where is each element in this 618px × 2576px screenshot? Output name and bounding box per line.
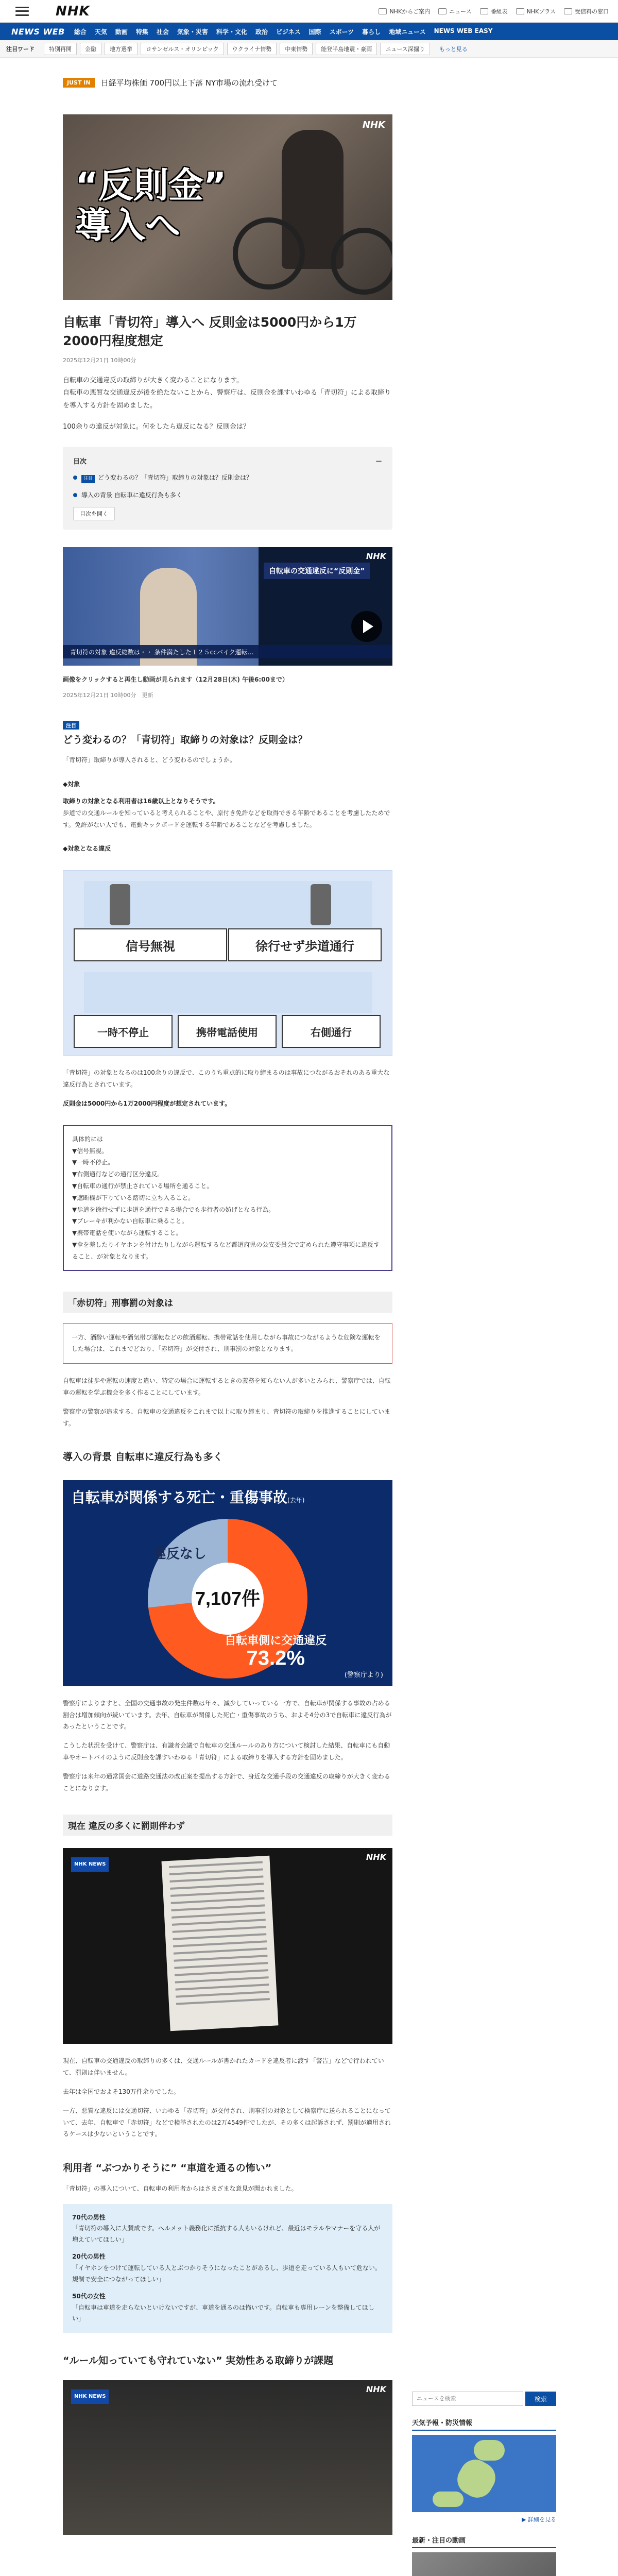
section-red-ticket: [63, 1292, 392, 1430]
header-link-label: ニュース: [449, 8, 472, 15]
guide-icon: [379, 8, 387, 14]
map-land: [433, 2492, 464, 2507]
article-update-date: 2025年12月21日 10時00分 更新: [63, 691, 153, 699]
section-badge: 注目: [63, 721, 79, 730]
just-in-badge: JUST IN: [63, 78, 95, 88]
hero-caption: [75, 166, 226, 246]
table-of-contents: [63, 447, 392, 530]
nav-item[interactable]: 科学・文化: [216, 28, 247, 36]
search-input[interactable]: [412, 2392, 523, 2406]
section-title: 現在 違反の多くに罰則伴わず: [63, 1815, 392, 1836]
paragraph-bold: 取締りの対象となる利用者は16歳以上となりそうです。: [63, 798, 219, 805]
news-web-logo[interactable]: NEWS WEB: [11, 26, 65, 37]
fee-icon: [564, 8, 572, 14]
violation-list-box: [63, 1125, 392, 1271]
nhk-watermark: NHK: [362, 120, 385, 130]
pie-total-label: 7,107件: [195, 1587, 261, 1609]
quote-text: 「青切符の導入に大賛成です。ヘルメット義務化に抵抗する人もいるけれど、最近はモラルやマナーを守る人が増えていてほしい」: [72, 2225, 381, 2243]
paragraph: 警察庁によりますと、全国の交通事故の発生件数は年々、減少していっている一方で、自転車が関係する事故の占める割合は増加傾向が続いています。去年、自転車が関係した死亡・重傷事故のうち、およそ4分の3で自転車に違反行為があったということです。: [63, 1699, 392, 1731]
user-quotes: [63, 2204, 392, 2333]
news-icon: [438, 8, 447, 14]
search-row: [412, 2392, 556, 2406]
main-nav: [0, 23, 618, 40]
paragraph: 「青切符」取締りが導入されると、どう変わるのでしょうか。: [63, 756, 236, 764]
toc-title: 目次: [73, 458, 87, 466]
video-caption: 画像をクリックすると再生し動画が見られます（12月28日(木) 午後6:00まで）: [63, 675, 288, 683]
bike-wheel: [233, 217, 305, 290]
nav-item[interactable]: 気象・災害: [177, 28, 208, 36]
hero-caption-line: “反則金”: [75, 165, 227, 206]
warning-card-photo: [63, 1848, 392, 2044]
violation-list-item: ▼一時不停止。: [72, 1159, 114, 1166]
sub-nav-more-link[interactable]: もっと見る: [439, 45, 468, 53]
lead-paragraph: 自転車の悪質な交通違反が後を絶たないことから、警察庁は、反則金を課すいわゆる「青切符」による取締りを導入する方針を固めました。: [63, 389, 391, 410]
illus-label: 信号無視: [74, 928, 227, 961]
illus-scene: [84, 972, 372, 1013]
pie-slice-label: 73.2%: [246, 1647, 305, 1670]
paragraph: 自転車は徒歩や運転の速度と違い、特定の場合に運転するときの義務を知らない人が多いとみられ、警察庁では、自転車の運転を学ぶ機会を多く作ることにしています。: [63, 1377, 391, 1396]
section-background: [63, 1450, 392, 1794]
toc-item[interactable]: [73, 490, 382, 500]
nhk-logo[interactable]: NHK: [56, 3, 90, 19]
ticker-text[interactable]: 日経平均株価 700円以上下落 NY市場の流れ受けて: [100, 78, 278, 88]
quote-speaker: 20代の男性: [72, 2253, 106, 2261]
nhk-news-badge: NHK NEWS: [71, 1857, 109, 1872]
side-block-title: 天気予報・防災情報: [412, 2417, 556, 2431]
violation-list-item: ▼携帯電話を使いながら運転すること。: [72, 1229, 182, 1237]
header-link-label: 受信料の窓口: [575, 8, 609, 15]
illus-label: 右側通行: [282, 1015, 381, 1048]
traffic-light-icon: [110, 884, 130, 925]
paragraph-bold: 反則金は5000円から1万2000円程度が想定されています。: [63, 1100, 231, 1108]
video-block: [412, 2535, 556, 2576]
hero-caption-line: 導入へ: [75, 206, 181, 247]
section-title: 利用者 “ぶつかりそうに” “車道を通るの怖い”: [63, 2162, 272, 2174]
violation-list-item: ▼遮断機が下りている踏切に立ち入ること。: [72, 1194, 195, 1201]
topic-chip[interactable]: ウクライナ情勢: [227, 43, 277, 55]
violation-list-item: ▼自転車の通行が禁止されている場所を通ること。: [72, 1182, 213, 1190]
sidebar: [412, 2392, 556, 2576]
quote-speaker: 50代の女性: [72, 2293, 106, 2300]
video-player[interactable]: [63, 547, 392, 666]
nav-item[interactable]: ビジネス: [276, 28, 301, 36]
subhead: ◆対象: [63, 781, 80, 788]
topic-chip[interactable]: ロサンゼルス・オリンピック: [141, 43, 224, 55]
weather-map[interactable]: [412, 2435, 556, 2512]
header-link-plus[interactable]: [516, 7, 556, 15]
nav-item[interactable]: NEWS WEB EASY: [434, 27, 493, 35]
nav-items: [74, 27, 493, 36]
pie-slice-name: 自転車側に交通違反: [225, 1634, 327, 1647]
paragraph: 警察庁は来年の通常国会に道路交通法の改正案を提出する方針で、身近な交通手段の交通違反の取締りが大きく変わることになります。: [63, 1772, 390, 1792]
nav-item[interactable]: 天気: [94, 28, 107, 36]
nhk-news-badge: NHK NEWS: [71, 2389, 109, 2404]
violation-list-item: ▼信号無視。: [72, 1147, 108, 1155]
lead-paragraph: 100余りの違反が対象に。何をしたら違反になる？反則金は？: [63, 422, 250, 431]
toc-item-label: 導入の背景 自転車に違反行為も多く: [81, 491, 182, 499]
breaking-ticker[interactable]: [63, 77, 278, 88]
paragraph: 「青切符」の導入について、自転車の利用者からはさまざまな意見が聞かれました。: [63, 2184, 298, 2192]
video-title: 自転車の交通違反に“反則金”: [264, 563, 370, 579]
toc-item-label: どう変わるの？「青切符」取締りの対象は？反則金は？: [98, 474, 253, 482]
section-enforcement: [63, 2353, 392, 2535]
header-links: [379, 7, 609, 15]
section-title: 導入の背景 自転車に違反行為も多く: [63, 1451, 223, 1463]
header-link-program[interactable]: [480, 7, 508, 15]
article-title: 自転車「青切符」導入へ 反則金は5000円から1万2000円程度想定: [63, 315, 357, 349]
article: [63, 114, 392, 2535]
topic-chip[interactable]: ニュース深掘り: [380, 43, 430, 55]
header-link-label: NHKプラス: [526, 8, 556, 15]
toc-open-button[interactable]: 目次を開く: [73, 507, 115, 520]
section-title: どう変わるの？「青切符」取締りの対象は？反則金は？: [63, 734, 308, 745]
paragraph: 「青切符」の対象となるのは100余りの違反で、このうち重点的に取り締まるのは事故につながるおそれのある重大な違反行為とされています。: [63, 1069, 390, 1089]
section-what-changes: [63, 720, 392, 1271]
section-no-penalty: [63, 1815, 392, 2140]
violations-illustration: [63, 870, 392, 1056]
side-block-title: 最新・注目の動画: [412, 2535, 556, 2548]
toc-toggle-icon[interactable]: －: [375, 458, 382, 466]
paragraph: [63, 1098, 392, 1110]
nav-item[interactable]: 暮らし: [362, 28, 381, 36]
program-icon: [480, 8, 488, 14]
violation-list-item: ▼右側通行などの通行区分違反。: [72, 1171, 164, 1178]
illus-label: 一時不停止: [74, 1015, 173, 1048]
quote-text: 「自転車は車道を走らないといけないですが、車道を通るのは怖いです。自転車も専用レーンを整備してほしい」: [72, 2303, 374, 2323]
section-title: “ルール知っていても守れていない” 実効性ある取締りが課題: [63, 2354, 334, 2366]
paragraph: 一方、悪質な違反には交通切符、いわゆる「赤切符」が交付され、刑事罰の対象として検察庁に送られることになっていて、去年、自転車で「赤切符」などで検挙されたのは2万4549件でしたが、その多くは起訴されず、罰則が適用されるケースは少ないということです。: [63, 2107, 391, 2138]
toc-item[interactable]: [73, 473, 382, 483]
chart-title-text: 自転車が関係する死亡・重傷事故: [71, 1488, 288, 1506]
sub-nav-label: 注目ワード: [6, 45, 35, 53]
nav-item[interactable]: 総合: [74, 28, 87, 36]
article-date: 2025年12月21日 10時00分: [63, 357, 136, 364]
red-ticket-box: 一方、酒酔い運転や酒気帯び運転などの飲酒運転、携帯電話を使用しながら事故につながるような危険な運転をした場合は、これまでどおり、「赤切符」が交付され、刑事罰の対象となります。: [63, 1323, 392, 1364]
toc-new-badge: 注目: [81, 475, 95, 483]
chart-title: [71, 1486, 304, 1507]
video-thumbnail[interactable]: [412, 2552, 556, 2576]
violation-list-item: 具体的には: [72, 1135, 104, 1143]
traffic-light-icon: [311, 884, 331, 925]
pie-chart: [104, 1511, 351, 1681]
warning-card: [162, 1856, 279, 2031]
topic-chip[interactable]: 特別再開: [44, 43, 77, 55]
search-button[interactable]: 検索: [525, 2392, 556, 2406]
top-bar: [0, 0, 618, 23]
play-icon[interactable]: [351, 611, 382, 642]
paragraph: [63, 795, 392, 831]
side-more-link[interactable]: ▶ 詳細を見る: [522, 2516, 556, 2523]
bullet-icon: [73, 493, 77, 497]
topic-chip[interactable]: 能登半島地震・豪雨: [316, 43, 377, 55]
sub-nav: [0, 40, 618, 58]
header-link-label: 番組表: [490, 8, 508, 15]
nav-item[interactable]: スポーツ: [329, 28, 354, 36]
quote-text: 「イヤホンをつけて運転している人とぶつかりそうになったことがあるし、歩道を走っている人もいて危ない。規制で安全につながってほしい」: [72, 2264, 382, 2283]
topic-chip[interactable]: 中東情勢: [280, 43, 313, 55]
violation-list-item: ▼傘を差したりイヤホンを付けたりしながら運転するなど都道府県の公安委員会で定められた遵守事項に違反すること、が対象となります。: [72, 1241, 380, 1260]
header-link-label: NHKからご案内: [389, 8, 431, 15]
nav-item[interactable]: 動画: [115, 28, 128, 36]
illus-label: 徐行せず歩道通行: [228, 928, 382, 961]
toc-item-text: [81, 473, 252, 483]
paragraph: こうした状況を受けて、警察庁は、有識者会議で自転車の交通ルールのあり方について検討した結果、自転車にも自動車やオートバイのように反則金を課すいわゆる「青切符」による取締りを導入する方針を固めました。: [63, 1742, 390, 1761]
lead-paragraph: 自転車の交通違反の取締りが大きく変わることになります。: [63, 376, 243, 384]
nav-item[interactable]: 地域ニュース: [389, 28, 426, 36]
pie-slice-name: 違反なし: [152, 1546, 207, 1562]
paragraph: 現在、自転車の交通違反の取締りの多くは、交通ルールが書かれたカードを違反者に渡す「警告」などで行われていて、罰則は伴いません。: [63, 2057, 384, 2077]
subhead: ◆対象となる違反: [63, 845, 111, 853]
nav-item[interactable]: 社会: [156, 28, 169, 36]
header-link-news[interactable]: [438, 7, 471, 15]
cyclists-photo: [63, 2380, 392, 2535]
menu-icon[interactable]: [15, 7, 29, 16]
map-land: [474, 2440, 505, 2461]
paragraph: 去年は全国でおよそ130万件余りでした。: [63, 2088, 180, 2096]
video-ticker: 青切符の対象 違反総数は・・ 条件満たした１２５ccバイク運転…: [63, 645, 392, 658]
chart-source: (警察庁より): [344, 1671, 383, 1679]
nhk-watermark: NHK: [366, 1852, 386, 1862]
hero-image: [63, 114, 392, 300]
bullet-icon: [73, 476, 77, 480]
violation-list-item: ▼歩道を徐行せずに歩道を通行できる場合でも歩行者の妨げとなる行為。: [72, 1206, 275, 1213]
nhk-watermark: NHK: [366, 2384, 386, 2395]
toc-header: [73, 456, 382, 466]
section-users-voices: [63, 2161, 392, 2333]
section-title: 「赤切符」刑事罰の対象は: [63, 1292, 392, 1313]
nav-item[interactable]: 政治: [255, 28, 268, 36]
weather-block: [412, 2417, 556, 2523]
paragraph: 警察庁の警察が追求する、自転車の交通違反をこれまで以上に取り締まり、青切符の取締りを推進することにしています。: [63, 1408, 391, 1427]
quote-speaker: 70代の男性: [72, 2213, 106, 2221]
illus-label: 携帯電話使用: [178, 1015, 277, 1048]
topic-chip[interactable]: 地方選挙: [105, 43, 138, 55]
nav-item[interactable]: 特集: [135, 28, 148, 36]
chart-subtitle: (去年): [287, 1496, 305, 1504]
topic-chip[interactable]: 金融: [80, 43, 101, 55]
article-lead: [63, 375, 392, 434]
violation-list-item: ▼ブレーキが利かない自転車に乗ること。: [72, 1217, 188, 1225]
bike-wheel: [331, 228, 392, 295]
nhk-watermark: NHK: [366, 551, 386, 561]
header-link-fee[interactable]: [564, 7, 609, 15]
nav-item[interactable]: 国際: [308, 28, 321, 36]
accident-chart: [63, 1480, 392, 1686]
paragraph-text: 歩道での交通ルールを知っていると考えられることや、原付き免許などを取得できる年齢であることを考慮したためです。免許がない人でも、電動キックボードを運転する年齢であることなどを考慮しました。: [63, 809, 390, 828]
sub-nav-items: [44, 43, 430, 55]
header-link-guide[interactable]: [379, 7, 430, 15]
plus-icon: [516, 8, 524, 14]
